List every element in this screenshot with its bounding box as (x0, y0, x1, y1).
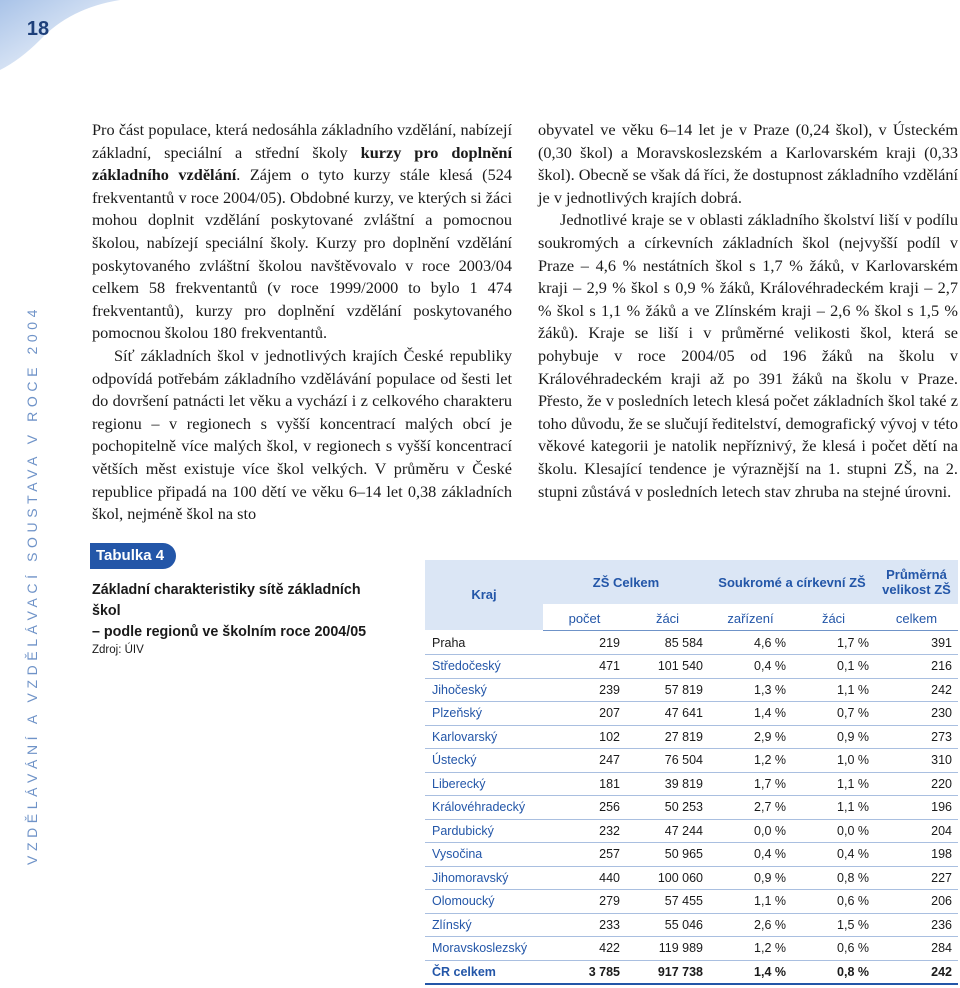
page-number: 18 (26, 18, 50, 40)
cell-zarizeni: 1,7 % (709, 772, 792, 796)
cell-zaci: 76 504 (626, 749, 709, 773)
cell-velikost: 310 (875, 749, 958, 773)
cell-zarizeni: 1,1 % (709, 890, 792, 914)
cell-zaci-s: 1,7 % (792, 631, 875, 655)
cell-pocet: 219 (543, 631, 626, 655)
cell-velikost: 242 (875, 960, 958, 984)
cell-zarizeni: 2,9 % (709, 725, 792, 749)
table-row (425, 960, 958, 984)
cell-velikost: 227 (875, 866, 958, 890)
table-badge: Tabulka 4 (90, 543, 176, 569)
cell-zarizeni: 1,4 % (709, 702, 792, 726)
cell-kraj: Vysočina (425, 843, 543, 867)
subheader-zaci: žáci (626, 605, 709, 631)
cell-kraj: ČR celkem (425, 960, 543, 984)
subheader-celkem: celkem (875, 605, 958, 631)
table-row (425, 678, 958, 702)
cell-zaci: 100 060 (626, 866, 709, 890)
cell-pocet: 256 (543, 796, 626, 820)
cell-velikost: 206 (875, 890, 958, 914)
running-section-title: VZDĚLÁVÁNÍ A VZDĚLÁVACÍ SOUSTAVA V ROCE 2004 (24, 304, 40, 865)
cell-zaci: 85 584 (626, 631, 709, 655)
cell-kraj: Karlovarský (425, 725, 543, 749)
cell-velikost: 204 (875, 819, 958, 843)
cell-velikost: 284 (875, 937, 958, 961)
cell-zaci: 39 819 (626, 772, 709, 796)
cell-velikost: 236 (875, 913, 958, 937)
cell-zarizeni: 0,0 % (709, 819, 792, 843)
cell-zaci-s: 0,0 % (792, 819, 875, 843)
column-header-kraj: Kraj (425, 560, 543, 631)
cell-pocet: 102 (543, 725, 626, 749)
cell-zaci-s: 0,9 % (792, 725, 875, 749)
cell-kraj: Jihočeský (425, 678, 543, 702)
table-row (425, 655, 958, 679)
cell-zaci-s: 0,7 % (792, 702, 875, 726)
column-header-soukrome: Soukromé a církevní ZŠ (709, 560, 875, 605)
table-row (425, 796, 958, 820)
cell-zarizeni: 0,4 % (709, 843, 792, 867)
cell-velikost: 216 (875, 655, 958, 679)
table-source: Zdroj: ÚIV (92, 644, 144, 656)
left-text-column (92, 119, 512, 526)
cell-zarizeni: 1,2 % (709, 749, 792, 773)
cell-zaci: 47 244 (626, 819, 709, 843)
cell-velikost: 242 (875, 678, 958, 702)
cell-pocet: 440 (543, 866, 626, 890)
cell-kraj: Jihomoravský (425, 866, 543, 890)
cell-zaci: 101 540 (626, 655, 709, 679)
right-text-column (538, 119, 958, 503)
cell-kraj: Středočeský (425, 655, 543, 679)
table-title: Základní charakteristiky sítě základních škol – podle regionů ve školním roce 2004/05 (92, 582, 367, 640)
table-row (425, 913, 958, 937)
cell-velikost: 230 (875, 702, 958, 726)
cell-zarizeni: 0,4 % (709, 655, 792, 679)
table-row (425, 725, 958, 749)
cell-pocet: 181 (543, 772, 626, 796)
cell-pocet: 247 (543, 749, 626, 773)
cell-kraj: Zlínský (425, 913, 543, 937)
cell-zaci: 57 819 (626, 678, 709, 702)
table-row (425, 843, 958, 867)
cell-pocet: 422 (543, 937, 626, 961)
cell-pocet: 239 (543, 678, 626, 702)
cell-kraj: Liberecký (425, 772, 543, 796)
table-row (425, 890, 958, 914)
cell-kraj: Pardubický (425, 819, 543, 843)
table-row (425, 819, 958, 843)
cell-zaci: 119 989 (626, 937, 709, 961)
subheader-zaci-soukrome: žáci (792, 605, 875, 631)
cell-zaci-s: 1,1 % (792, 678, 875, 702)
cell-zaci-s: 0,8 % (792, 960, 875, 984)
cell-pocet: 207 (543, 702, 626, 726)
table-row (425, 772, 958, 796)
cell-zaci-s: 0,6 % (792, 890, 875, 914)
corner-decoration (0, 0, 120, 70)
cell-zarizeni: 1,3 % (709, 678, 792, 702)
cell-velikost: 220 (875, 772, 958, 796)
regions-table (425, 560, 958, 985)
table-row (425, 749, 958, 773)
cell-kraj: Moravskoslezský (425, 937, 543, 961)
cell-velikost: 196 (875, 796, 958, 820)
cell-pocet: 232 (543, 819, 626, 843)
table-row (425, 702, 958, 726)
cell-pocet: 3 785 (543, 960, 626, 984)
cell-kraj: Plzeňský (425, 702, 543, 726)
cell-pocet: 233 (543, 913, 626, 937)
table-row (425, 866, 958, 890)
paragraph: Jednotlivé kraje se v oblasti základního školství liší v podílu soukromých a církevních základních škol (nejvyšší podíl v Praze – 4,6 % nestátních škol s 1,7 % žáků, v Karlovarském kraji – 2,9 % škol s 0,9 % žáků, Královéhradeckém kraji – 2,7 % škol s 1,1 % žáků a ve Zlínském kraji – 2,6 % škol s 1,5 % žáků). Kraje se liší i v průměrné velikosti škol, která se pohybuje v roce 2004/05 od 196 žáků na školu v Královéhradeckém kraji až po 391 žáků na školu v Praze. Přesto, že v posledních letech klesá počet základních škol také z toho důvodu, že se slučují ředitelství, demografický vývoj v této věkové kategorii je natolik nepříznivý, že klesá i počet dětí na školu. Klesající tendence je výraznější na 1. stupni ZŠ, na 2. stupni zůstává v posledních letech stav zhruba na stejné úrovni. (538, 210, 958, 501)
column-header-zs-celkem: ZŠ Celkem (543, 560, 709, 605)
cell-kraj: Olomoucký (425, 890, 543, 914)
cell-zaci-s: 0,1 % (792, 655, 875, 679)
cell-pocet: 257 (543, 843, 626, 867)
subheader-pocet: počet (543, 605, 626, 631)
cell-zaci-s: 1,0 % (792, 749, 875, 773)
cell-pocet: 471 (543, 655, 626, 679)
cell-kraj: Praha (425, 631, 543, 655)
cell-zarizeni: 1,2 % (709, 937, 792, 961)
cell-zaci: 27 819 (626, 725, 709, 749)
cell-velikost: 391 (875, 631, 958, 655)
paragraph: Síť základních škol v jednotlivých krajích České republiky odpovídá potřebám základního vzdělávání populace od šesti let do dovršení patnácti let věku a vychází i z celkového charakteru regionu – v regionech s vyšší koncentrací malých obcí je pochopitelně více malých škol, v regionech s vyšší koncentrací větších měst existuje více škol velkých. V průměru v České republice připadá na 100 dětí ve věku 6–14 let 0,38 základních škol, nejméně škol na sto (92, 345, 512, 524)
cell-zaci: 47 641 (626, 702, 709, 726)
cell-zaci-s: 0,6 % (792, 937, 875, 961)
cell-zaci: 57 455 (626, 890, 709, 914)
cell-kraj: Královéhradecký (425, 796, 543, 820)
paragraph: obyvatel ve věku 6–14 let je v Praze (0,24 škol), v Ústeckém (0,30 škol) a Moravskoslezském a Karlovarském kraji (0,33 škol). Obecně se však dá říci, že dostupnost základního vzdělání je v jednotlivých krajích dobrá. (538, 120, 958, 207)
cell-kraj: Ústecký (425, 749, 543, 773)
subheader-zarizeni: zařízení (709, 605, 792, 631)
cell-zarizeni: 0,9 % (709, 866, 792, 890)
table-row (425, 937, 958, 961)
cell-zaci: 50 965 (626, 843, 709, 867)
cell-zaci-s: 0,8 % (792, 866, 875, 890)
cell-pocet: 279 (543, 890, 626, 914)
cell-zaci: 917 738 (626, 960, 709, 984)
table-row (425, 631, 958, 655)
cell-zaci: 50 253 (626, 796, 709, 820)
cell-zaci-s: 0,4 % (792, 843, 875, 867)
paragraph: Pro část populace, která nedosáhla základního vzdělání, nabízejí základní, speciální a střední školy kurzy pro doplnění základního vzdělání. Zájem o tyto kurzy stále klesá (524 frekventantů v roce 2004/05). Obdobné kurzy, ve kterých si žáci mohou doplnit vzdělání poskytované zvláštní a pomocnou školou, nabízejí speciální školy. Kurzy pro doplnění vzdělání poskytovaného zvláštní školou navštěvovalo v roce 2003/04 celkem 58 frekventantů (v roce 1999/2000 to bylo 1 474 frekventantů), kurzy pro doplnění vzdělání poskytovaného pomocnou školou 180 frekventantů. (92, 120, 512, 343)
cell-zarizeni: 1,4 % (709, 960, 792, 984)
cell-velikost: 198 (875, 843, 958, 867)
cell-zaci: 55 046 (626, 913, 709, 937)
cell-zarizeni: 2,6 % (709, 913, 792, 937)
column-header-prumerna: Průměrná velikost ZŠ (875, 560, 958, 605)
cell-zaci-s: 1,1 % (792, 772, 875, 796)
cell-zarizeni: 4,6 % (709, 631, 792, 655)
cell-zaci-s: 1,5 % (792, 913, 875, 937)
cell-zaci-s: 1,1 % (792, 796, 875, 820)
cell-velikost: 273 (875, 725, 958, 749)
cell-zarizeni: 2,7 % (709, 796, 792, 820)
